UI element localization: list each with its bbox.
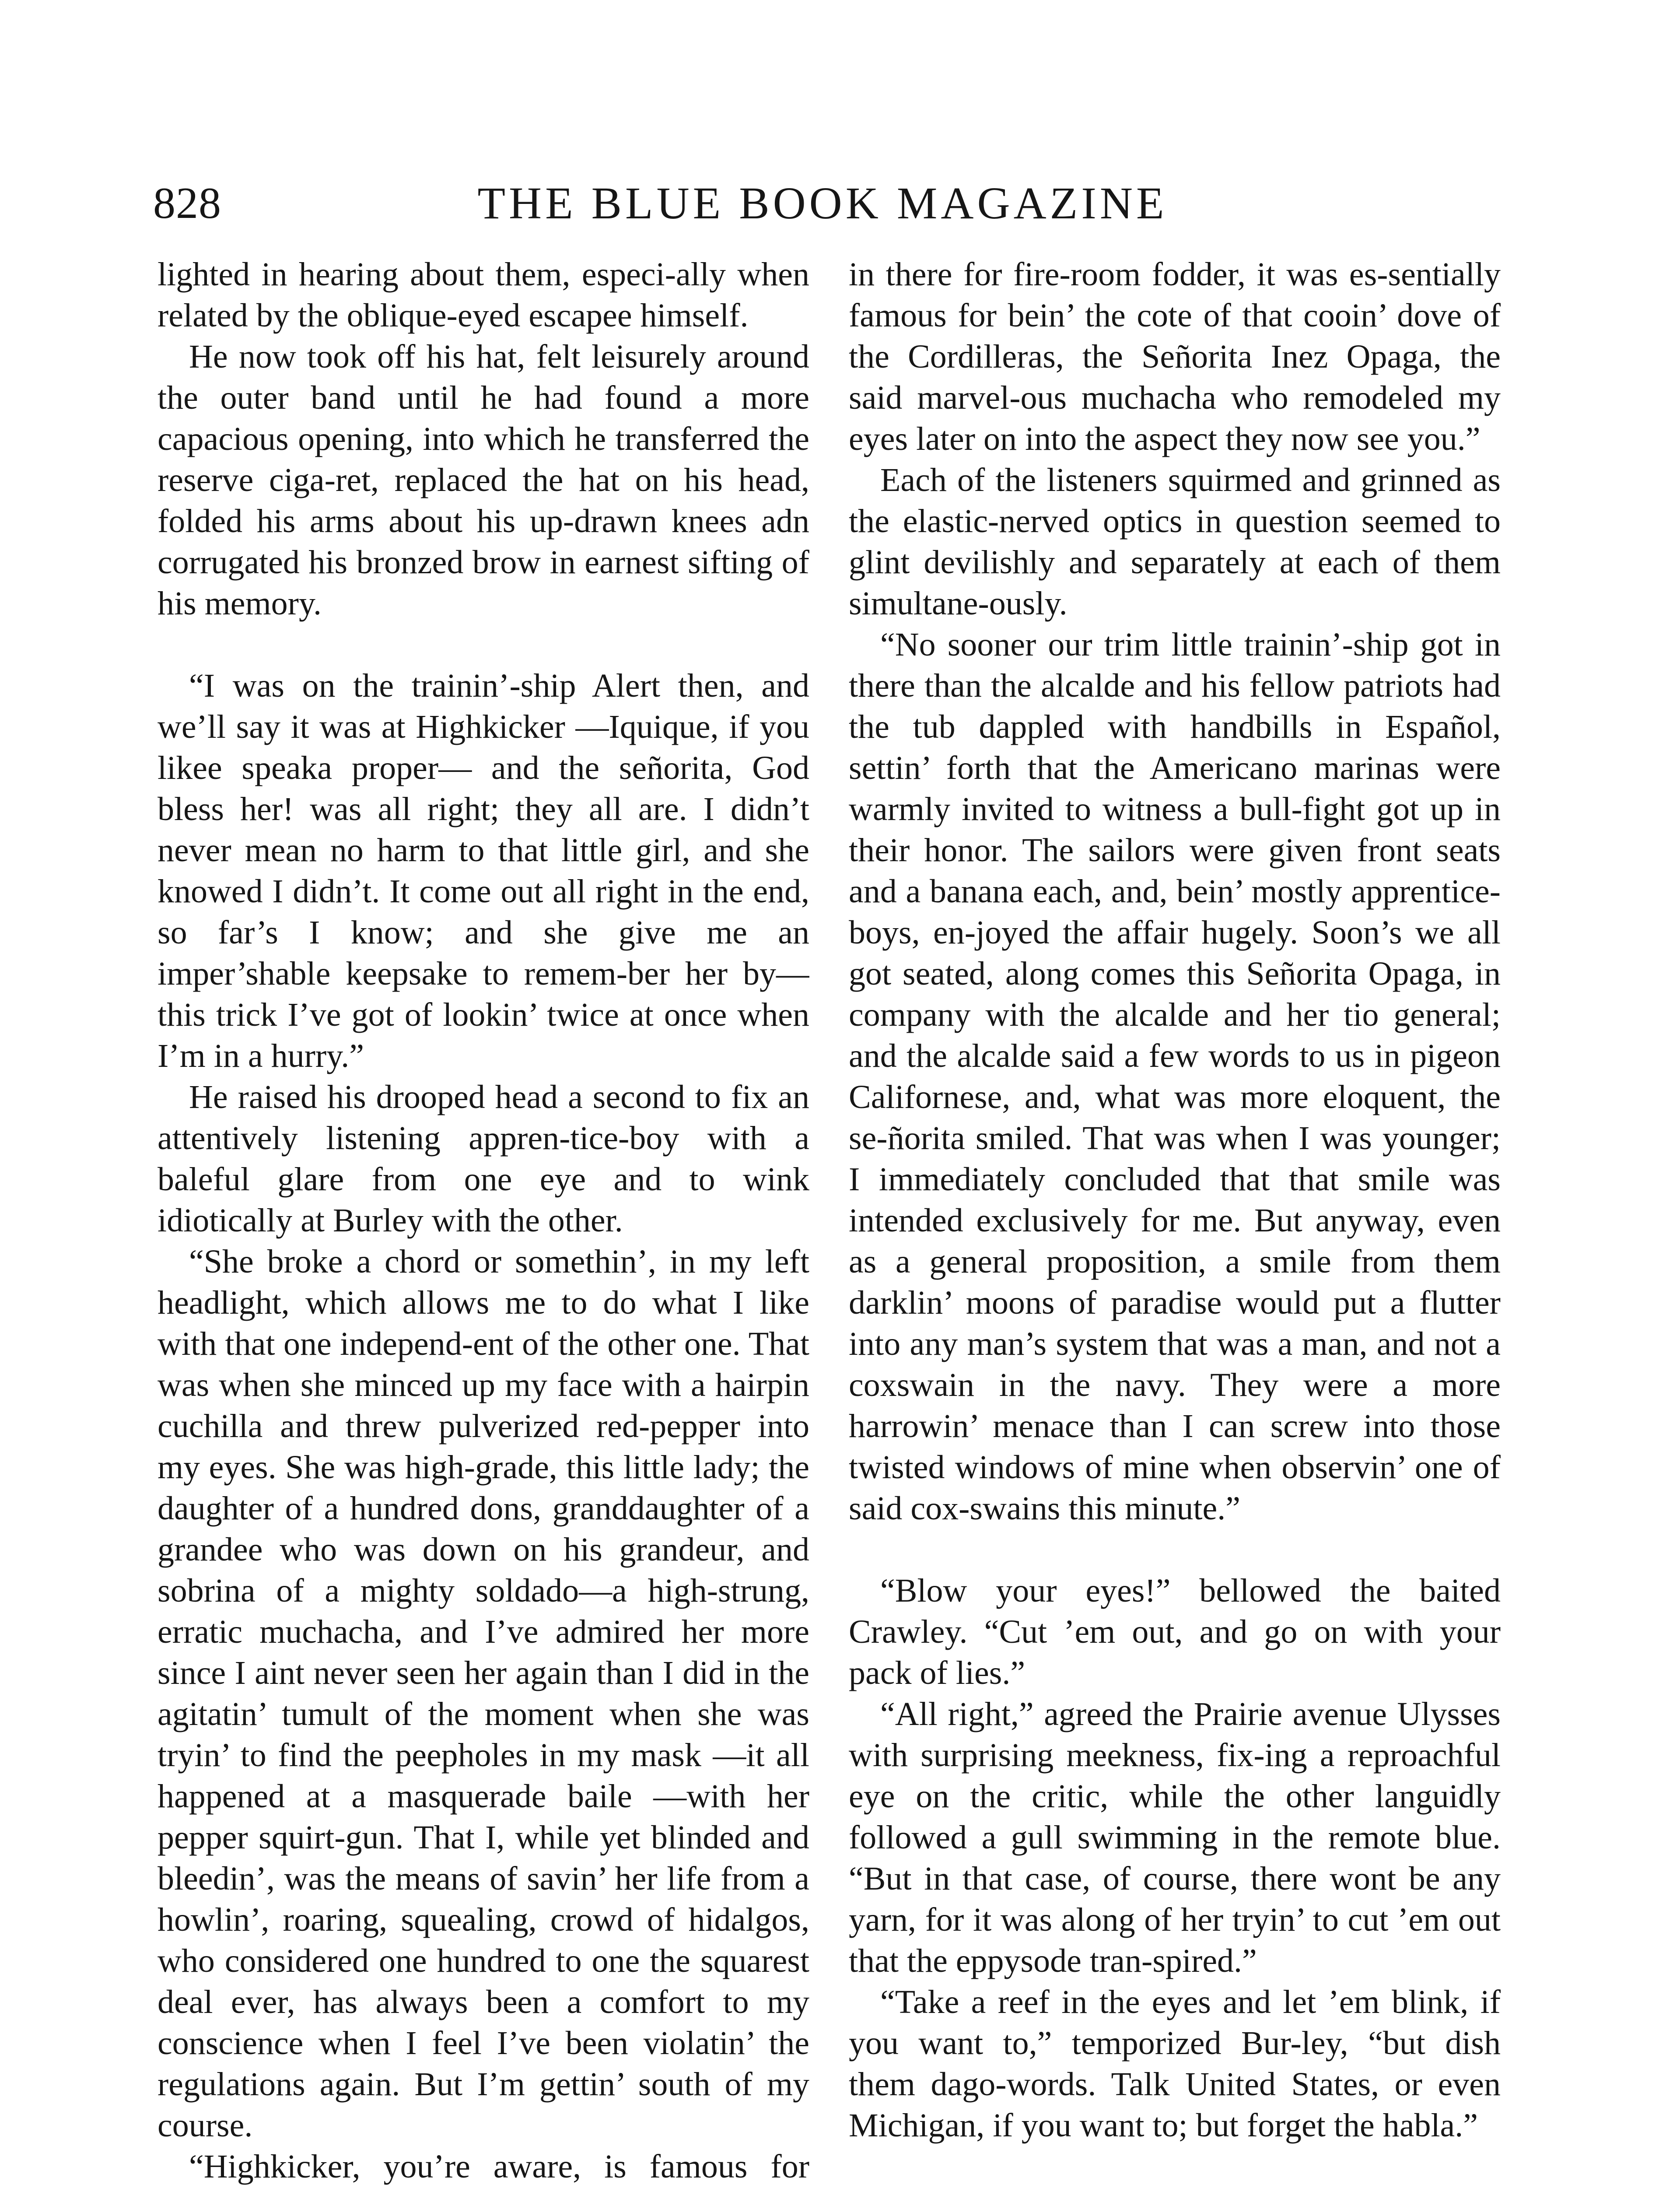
paragraph: “All right,” agreed the Prairie avenue Ulysses with surprising meekness, fix-ing a reproachful eye on the critic, while the other languidly followed a gull swimming in the remote blue. “But in that case, of course, there wont be any yarn, for it was along of her tryin’ to cut ’em out that the eppysode tran-spired.” bbox=[849, 1696, 1501, 1979]
paragraph: in there for fire-room fodder, it was es-sentially famous for bein’ the cote of that cooin’ dove of the Cordilleras, the Señorita Inez Opaga, the said marvel-ous muchacha who remodeled my eyes later on into the aspect they now see you.” bbox=[849, 256, 1501, 457]
paragraph: He raised his drooped head a second to fix an attentively listening appren-tice-boy with a baleful glare from one eye and to wink idiotically at Burley with the other. bbox=[158, 1079, 809, 1239]
paragraph: Each of the listeners squirmed and grinned as the elastic-nerved optics in question seemed to glint devilishly and separately at each of them simultane-ously. bbox=[849, 462, 1501, 622]
paragraph: “She broke a chord or somethin’, in my left headlight, which allows me to do what I like with that one independ-ent of the other one. That was when she minced up my face with a hairpin cuchilla and threw pulverized red-pepper into my eyes. She was high-grade, this little lady; the daughter of a hundred dons, granddaughter of a grandee who was down on his grandeur, and sobrina of a mighty soldado—a high-strung, erratic muchacha, and I’ve admired her more since I aint never seen her again than I did in the agitatin’ tumult of the moment when she was tryin’ to find the peepholes in my mask —it all happened at a masquerade baile —with her pepper squirt-gun. That I, while yet blinded and bleedin’, was the means of savin’ her life from a howlin’, roaring, squealing, crowd of hidalgos, who considered one hundred to one the squarest deal ever, has always been a comfort to my conscience when I feel I’ve been violatin’ the regulations again. But I’m gettin’ south of my course. bbox=[158, 1243, 809, 2144]
paragraph: “Highkicker, you’re aware, is famous for bbox=[189, 2148, 809, 2185]
paragraph: lighted in hearing about them, especi-ally when related by the oblique-eyed escapee himself. bbox=[158, 256, 809, 334]
running-head: THE BLUE BOOK MAGAZINE bbox=[477, 178, 1168, 228]
paragraph: “Blow your eyes!” bellowed the baited Crawley. “Cut ’em out, and go on with your pack of lies.” bbox=[849, 1572, 1501, 1691]
paragraph: “No sooner our trim little trainin’-ship got in there than the alcalde and his fellow patriots had the tub dappled with handbills in Español, settin’ forth that the Americano marinas were warmly invited to witness a bull-fight got up in their honor. The sailors were given front seats and a banana each, and, bein’ mostly apprentice-boys, en-joyed the affair hugely. Soon’s we all got seated, along comes this Señorita Opaga, in company with the alcalde and her tio general; and the alcalde said a few words to us in pigeon Californese, and, what was more eloquent, the se-ñorita smiled. That was when I was younger; I immediately concluded that that smile was intended exclusively for me. But anyway, even as a general proposition, a smile from them darklin’ moons of paradise would put a flutter into any man’s system that was a man, and not a coxswain in the navy. They were a more harrowin’ menace than I can screw into those twisted windows of mine when observin’ one of said cox-swains this minute.” bbox=[849, 626, 1501, 1527]
paragraph: “I was on the trainin’-ship Alert then, and we’ll say it was at Highkicker —Iquique, if you likee speaka proper— and the señorita, God bless her! was all right; they all are. I didn’t never mean no harm to that little girl, and she knowed I didn’t. It come out all right in the end, so far’s I know; and she give me an imper’shable keepsake to remem-ber her by—this trick I’ve got of lookin’ twice at once when I’m in a hurry.” bbox=[158, 667, 809, 1074]
right-column bbox=[849, 254, 1501, 2188]
page-header bbox=[153, 171, 1658, 236]
page-number: 828 bbox=[153, 179, 221, 228]
paragraph: “Take a reef in the eyes and let ’em blink, if you want to,” temporized Bur-ley, “but dish them dago-words. Talk United States, or even Michigan, if you want to; but forget the habla.” bbox=[849, 1984, 1501, 2144]
paragraph: He now took off his hat, felt leisurely around the outer band until he had found a more capacious opening, into which he transferred the reserve ciga-ret, replaced the hat on his head, folded his arms about his up-drawn knees adn corrugated his bronzed brow in earnest sifting of his memory. bbox=[158, 338, 809, 622]
left-column bbox=[158, 254, 809, 2188]
